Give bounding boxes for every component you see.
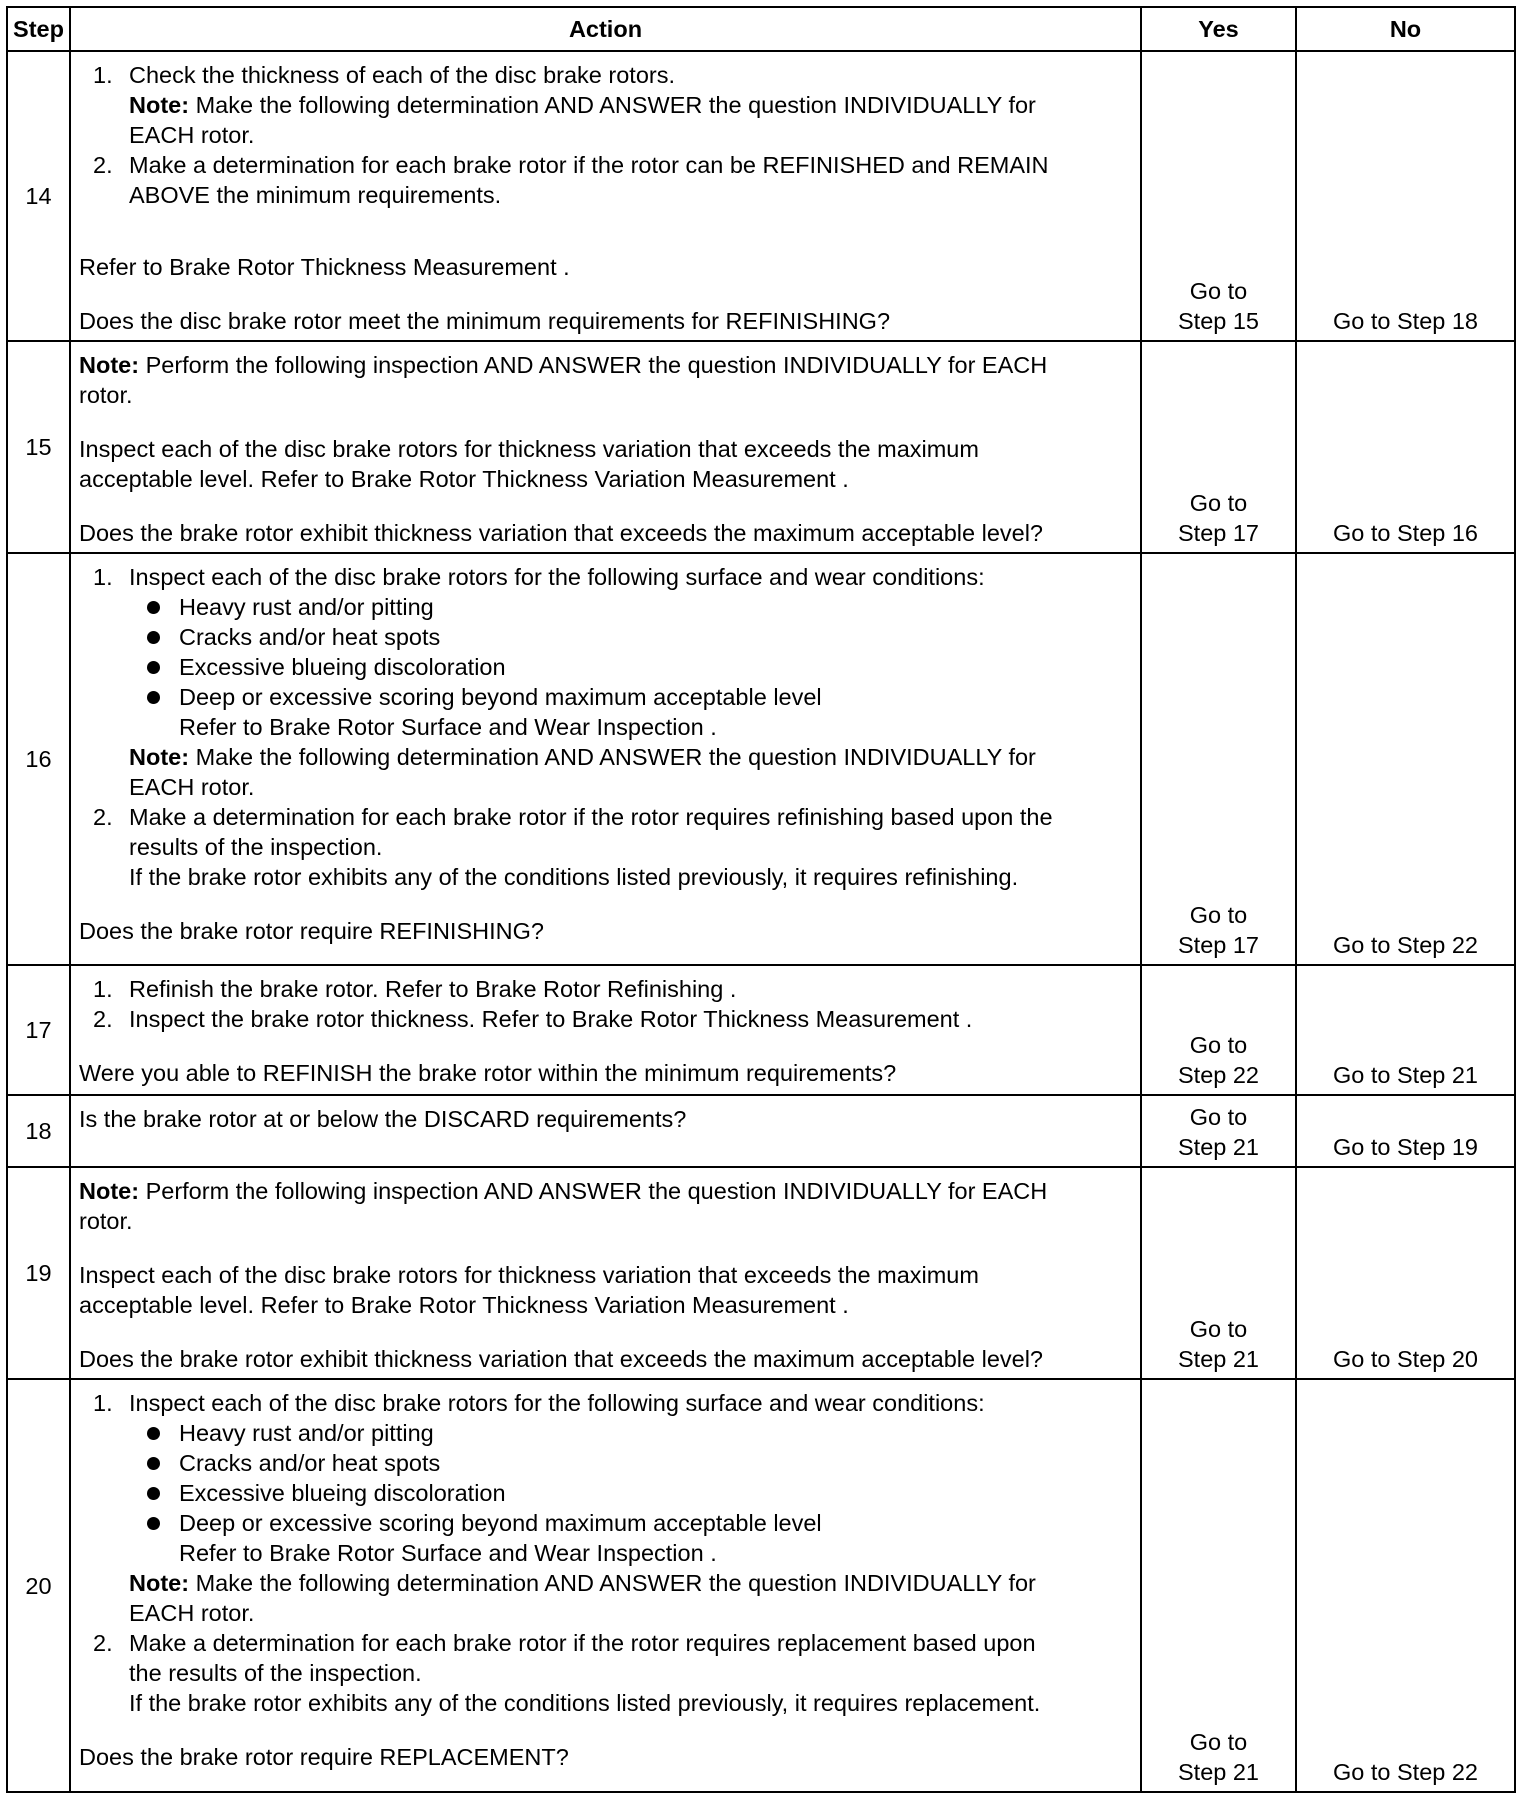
action-cell bbox=[70, 51, 1141, 341]
bullet-dot-icon bbox=[147, 661, 160, 674]
action-item-2-continued: results of the inspection. bbox=[129, 834, 383, 860]
step-number: 18 bbox=[7, 1095, 70, 1167]
question-text: Does the brake rotor exhibit thickness variation that exceeds the maximum acceptable level? bbox=[79, 1346, 1043, 1372]
action-item-2-continued: ABOVE the minimum requirements. bbox=[129, 182, 502, 208]
action-cell bbox=[70, 1379, 1141, 1792]
step-number: 15 bbox=[7, 341, 70, 553]
note: Note: Make the following determination AND ANSWER the question INDIVIDUALLY for bbox=[129, 1570, 1036, 1596]
diagnostic-table bbox=[6, 6, 1516, 1793]
action-cell bbox=[70, 553, 1141, 965]
header-no: No bbox=[1296, 7, 1515, 51]
no-cell: Go to Step 19 bbox=[1296, 1095, 1515, 1167]
table-row bbox=[7, 1167, 1515, 1379]
table-row bbox=[7, 553, 1515, 965]
bullet-item: Heavy rust and/or pitting bbox=[79, 1418, 1132, 1448]
note-continued: EACH rotor. bbox=[129, 1600, 255, 1626]
inspect-text-continued: acceptable level. Refer to Brake Rotor Thickness Variation Measurement . bbox=[79, 1292, 849, 1318]
bullet-dot-icon bbox=[147, 601, 160, 614]
question-text: Does the disc brake rotor meet the minimum requirements for REFINISHING? bbox=[79, 308, 891, 334]
bullet-dot-icon bbox=[147, 1517, 160, 1530]
no-cell: Go to Step 22 bbox=[1296, 553, 1515, 965]
header-yes: Yes bbox=[1141, 7, 1296, 51]
action-cell bbox=[70, 341, 1141, 553]
action-item-2: 2. Make a determination for each brake rotor if the rotor requires refinishing based upon the bbox=[93, 804, 1053, 830]
bullet-item: Heavy rust and/or pitting bbox=[79, 592, 1132, 622]
no-cell: Go to Step 20 bbox=[1296, 1167, 1515, 1379]
note-continued: EACH rotor. bbox=[129, 122, 255, 148]
table-row bbox=[7, 51, 1515, 341]
refer-text: Refer to Brake Rotor Thickness Measurement . bbox=[79, 254, 570, 280]
step-number: 19 bbox=[7, 1167, 70, 1379]
note-continued: EACH rotor. bbox=[129, 774, 255, 800]
question-text: Is the brake rotor at or below the DISCARD requirements? bbox=[79, 1106, 687, 1132]
bullet-refer-text: Refer to Brake Rotor Surface and Wear Inspection . bbox=[179, 714, 717, 740]
action-item-1: 1. Inspect each of the disc brake rotors for the following surface and wear conditions: bbox=[93, 1390, 985, 1416]
note: Note: Perform the following inspection AND ANSWER the question INDIVIDUALLY for EACH bbox=[79, 1178, 1048, 1204]
action-item-2: 2. Inspect the brake rotor thickness. Refer to Brake Rotor Thickness Measurement . bbox=[93, 1006, 973, 1032]
no-cell: Go to Step 16 bbox=[1296, 341, 1515, 553]
table-row bbox=[7, 341, 1515, 553]
action-item-1: 1. Check the thickness of each of the disc brake rotors. bbox=[93, 62, 675, 88]
action-cell bbox=[70, 1095, 1141, 1167]
step-number: 16 bbox=[7, 553, 70, 965]
question-text: Does the brake rotor exhibit thickness variation that exceeds the maximum acceptable level? bbox=[79, 520, 1043, 546]
header-action: Action bbox=[70, 7, 1141, 51]
bullet-item: Cracks and/or heat spots bbox=[79, 622, 1132, 652]
table-row bbox=[7, 1095, 1515, 1167]
header-row bbox=[7, 7, 1515, 51]
bullet-item: Excessive blueing discoloration bbox=[79, 652, 1132, 682]
note: Note: Make the following determination AND ANSWER the question INDIVIDUALLY for bbox=[129, 744, 1036, 770]
action-item-1: 1. Refinish the brake rotor. Refer to Brake Rotor Refinishing . bbox=[93, 976, 737, 1002]
table-row bbox=[7, 1379, 1515, 1792]
yes-cell: Go to Step 21 bbox=[1141, 1095, 1296, 1167]
step-number: 17 bbox=[7, 965, 70, 1095]
action-item-1: 1. Inspect each of the disc brake rotors for the following surface and wear conditions: bbox=[93, 564, 985, 590]
action-item-2: 2. Make a determination for each brake rotor if the rotor requires replacement based upon bbox=[93, 1630, 1036, 1656]
action-item-2: 2. Make a determination for each brake rotor if the rotor can be REFINISHED and REMAIN bbox=[93, 152, 1049, 178]
bullet-dot-icon bbox=[147, 1457, 160, 1470]
table-row bbox=[7, 965, 1515, 1095]
no-cell: Go to Step 22 bbox=[1296, 1379, 1515, 1792]
note-continued: rotor. bbox=[79, 1208, 133, 1234]
yes-cell: Go to Step 17 bbox=[1141, 553, 1296, 965]
inspect-text: Inspect each of the disc brake rotors for thickness variation that exceeds the maximum bbox=[79, 1262, 979, 1288]
yes-cell: Go to Step 15 bbox=[1141, 51, 1296, 341]
bullet-dot-icon bbox=[147, 691, 160, 704]
no-cell: Go to Step 18 bbox=[1296, 51, 1515, 341]
bullet-refer-text: Refer to Brake Rotor Surface and Wear Inspection . bbox=[179, 1540, 717, 1566]
yes-cell: Go to Step 21 bbox=[1141, 1379, 1296, 1792]
bullet-dot-icon bbox=[147, 1487, 160, 1500]
bullet-item: Deep or excessive scoring beyond maximum acceptable level bbox=[79, 1508, 1132, 1538]
question-text: Does the brake rotor require REPLACEMENT? bbox=[79, 1744, 569, 1770]
no-cell: Go to Step 21 bbox=[1296, 965, 1515, 1095]
step-number: 14 bbox=[7, 51, 70, 341]
bullet-dot-icon bbox=[147, 631, 160, 644]
bullet-item: Excessive blueing discoloration bbox=[79, 1478, 1132, 1508]
note: Note: Make the following determination AND ANSWER the question INDIVIDUALLY for bbox=[129, 92, 1036, 118]
bullet-item: Deep or excessive scoring beyond maximum acceptable level bbox=[79, 682, 1132, 712]
diagnostic-table-container bbox=[6, 6, 1514, 1785]
action-item-2-condition: If the brake rotor exhibits any of the conditions listed previously, it requires refinishing. bbox=[129, 864, 1019, 890]
action-item-2-continued: the results of the inspection. bbox=[129, 1660, 422, 1686]
yes-cell: Go to Step 17 bbox=[1141, 341, 1296, 553]
bullet-dot-icon bbox=[147, 1427, 160, 1440]
bullet-item: Cracks and/or heat spots bbox=[79, 1448, 1132, 1478]
note-continued: rotor. bbox=[79, 382, 133, 408]
inspect-text: Inspect each of the disc brake rotors for thickness variation that exceeds the maximum bbox=[79, 436, 979, 462]
action-cell bbox=[70, 965, 1141, 1095]
question-text: Does the brake rotor require REFINISHING? bbox=[79, 918, 544, 944]
yes-cell: Go to Step 22 bbox=[1141, 965, 1296, 1095]
yes-cell: Go to Step 21 bbox=[1141, 1167, 1296, 1379]
header-step: Step bbox=[7, 7, 70, 51]
action-cell bbox=[70, 1167, 1141, 1379]
action-item-2-condition: If the brake rotor exhibits any of the conditions listed previously, it requires replacement. bbox=[129, 1690, 1041, 1716]
step-number: 20 bbox=[7, 1379, 70, 1792]
question-text: Were you able to REFINISH the brake rotor within the minimum requirements? bbox=[79, 1060, 897, 1086]
note: Note: Perform the following inspection AND ANSWER the question INDIVIDUALLY for EACH bbox=[79, 352, 1048, 378]
inspect-text-continued: acceptable level. Refer to Brake Rotor Thickness Variation Measurement . bbox=[79, 466, 849, 492]
